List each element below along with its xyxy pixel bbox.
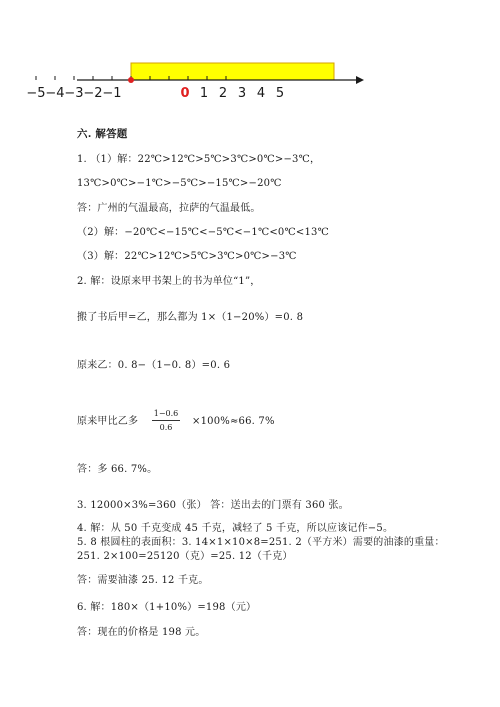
tick-label: −5: [26, 86, 46, 101]
answer-1-part-1-cont: 13℃>0℃>−1℃>−5℃>−15℃>−20℃: [77, 178, 282, 189]
tick-label: −4: [45, 86, 65, 101]
fraction: [150, 408, 182, 433]
fraction-denominator: 0.6: [159, 423, 173, 432]
answer-1-part-3: （3）解：22℃>12℃>5℃>3℃>0℃>−3℃: [77, 251, 297, 262]
answer-2-step-1: 搬了书后甲=乙，那么都为 1×（1−20%）=0. 8: [77, 312, 304, 323]
fraction-bar: [152, 420, 180, 421]
tick-label: −2: [83, 86, 103, 101]
answer-2-step-3-suffix: ×100%≈66. 7%: [192, 416, 275, 427]
origin-point: [128, 77, 134, 83]
axis-arrowhead: [356, 76, 364, 84]
answer-4: 4. 解：从 50 千克变成 45 千克，减轻了 5 千克，所以应该记作−5。: [77, 523, 394, 534]
answer-2-step-2: 原来乙：0. 8−（1−0. 8）=0. 6: [77, 360, 231, 371]
tick-label: 2: [218, 86, 228, 101]
highlighted-segment: [131, 63, 334, 80]
answer-6: 6. 解：180×（1+10%）=198（元）: [77, 602, 257, 613]
answer-2-conclusion: 答：多 66. 7%。: [77, 464, 158, 475]
answer-1-part-2: （2）解：−20℃<−15℃<−5℃<−1℃<0℃<13℃: [77, 227, 329, 238]
answer-3: 3. 12000×3%=360（张） 答：送出去的门票有 360 张。: [77, 500, 349, 511]
answer-5-step-1: 5. 8 根圆柱的表面积：3. 14×1×10×8=251. 2（平方米）需要的油漆的重量：: [77, 537, 445, 548]
number-line: [0, 0, 500, 110]
tick-label: 0: [180, 86, 190, 101]
tick-labels: [26, 86, 284, 101]
answer-1-conclusion: 答：广州的气温最高，拉萨的气温最低。: [77, 203, 261, 214]
answer-5-conclusion: 答：需要油漆 25. 12 千克。: [77, 575, 209, 586]
answer-5-step-2: 251. 2×100=25120（克）=25. 12（千克）: [77, 551, 293, 562]
tick-label: 3: [237, 86, 247, 101]
fraction-numerator: 1−0.6: [153, 409, 179, 418]
answer-2-setup: 2. 解：设原来甲书架上的书为单位“1”，: [77, 276, 261, 287]
tick-label: −3: [64, 86, 84, 101]
tick-label: 5: [275, 86, 285, 101]
tick-label: 1: [199, 86, 209, 101]
answer-6-conclusion: 答：现在的价格是 198 元。: [77, 627, 206, 638]
tick-label: −1: [102, 86, 122, 101]
section-heading: 六. 解答题: [77, 128, 128, 140]
tick-label: 4: [256, 86, 266, 101]
answer-1-part-1: 1. （1）解：22℃>12℃>5℃>3℃>0℃>−3℃，: [77, 154, 321, 165]
answer-2-step-3-prefix: 原来甲比乙多: [77, 416, 139, 427]
